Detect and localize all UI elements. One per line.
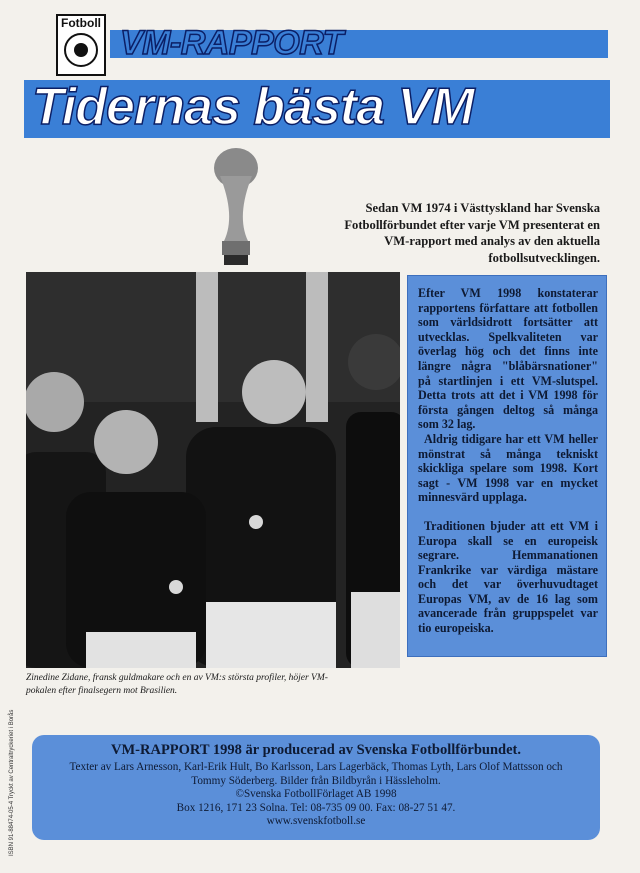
- section-label: VM-RAPPORT: [120, 24, 343, 62]
- fotboll-logo: [56, 14, 106, 76]
- footer-address: Box 1216, 171 23 Solna. Tel: 08-735 09 00. Fax: 08-27 51 47.: [176, 801, 456, 814]
- footer-website[interactable]: www.svenskfotboll.se: [266, 815, 366, 827]
- logo-text: Fotboll: [61, 16, 101, 30]
- footer-heading: VM-RAPPORT 1998 är producerad av Svenska Fotbollförbundet.: [111, 742, 521, 758]
- analysis-paragraph-1: Efter VM 1998 konstaterar rapportens författare att fotbollen som världsidrott fortsätter att utvecklas. Spelkvaliteten var överlag hög och det finns inte längre några "blåbärsnationer" på startlinjen i ett VM-slutspel. Detta trots att det i VM 1998 för första gången deltog så många som 32 lag.: [418, 286, 598, 432]
- page-title: Tidernas bästa VM: [32, 78, 474, 136]
- analysis-paragraph-3: Traditionen bjuder att ett VM i Europa skall se en europeisk segrare. Hemmanationen Frankrike var värdiga mästare och det var överhuvudtaget Europas VM, av de 16 lag som avancerade från gruppspelet var tio europeiska.: [418, 518, 598, 636]
- footer-credits: Texter av Lars Arnesson, Karl-Erik Hult, Bo Karlsson, Lars Lagerbäck, Thomas Lyth, Lars Olof Mattsson och Tommy Söderberg. Bilder från Bildbyrån i Hässleholm.: [69, 761, 563, 787]
- credits-footer: [32, 735, 600, 840]
- logo-badge-icon: [64, 33, 98, 67]
- team-photo: [26, 272, 400, 668]
- footer-publisher: ©Svenska FotbollFörlaget AB 1998: [235, 788, 397, 800]
- world-cup-trophy-icon: [204, 146, 268, 276]
- photo-caption: Zinedine Zidane, fransk guldmakare och en av VM:s största profiler, höjer VM-pokalen efter finalsegern mot Brasilien.: [26, 673, 328, 696]
- isbn-text: ISBN 91-88474-05-4 Tryckt av Centraltryckeriet i Borås: [9, 709, 15, 856]
- analysis-paragraph-2: Aldrig tidigare har ett VM heller mönstrat så många tekniskt skickliga spelare som 1998. Kort sagt - VM 1998 var en mycket minnesvärd upplaga.: [418, 431, 598, 505]
- analysis-box: [407, 275, 607, 657]
- isbn-print-line: [2, 668, 15, 858]
- photo-illustration: [26, 272, 400, 668]
- intro-text: Sedan VM 1974 i Västtyskland har Svenska Fotbollförbundet efter varje VM presenterat en VM-rapport med analys av den aktuella fotbollsutvecklingen.: [344, 201, 600, 265]
